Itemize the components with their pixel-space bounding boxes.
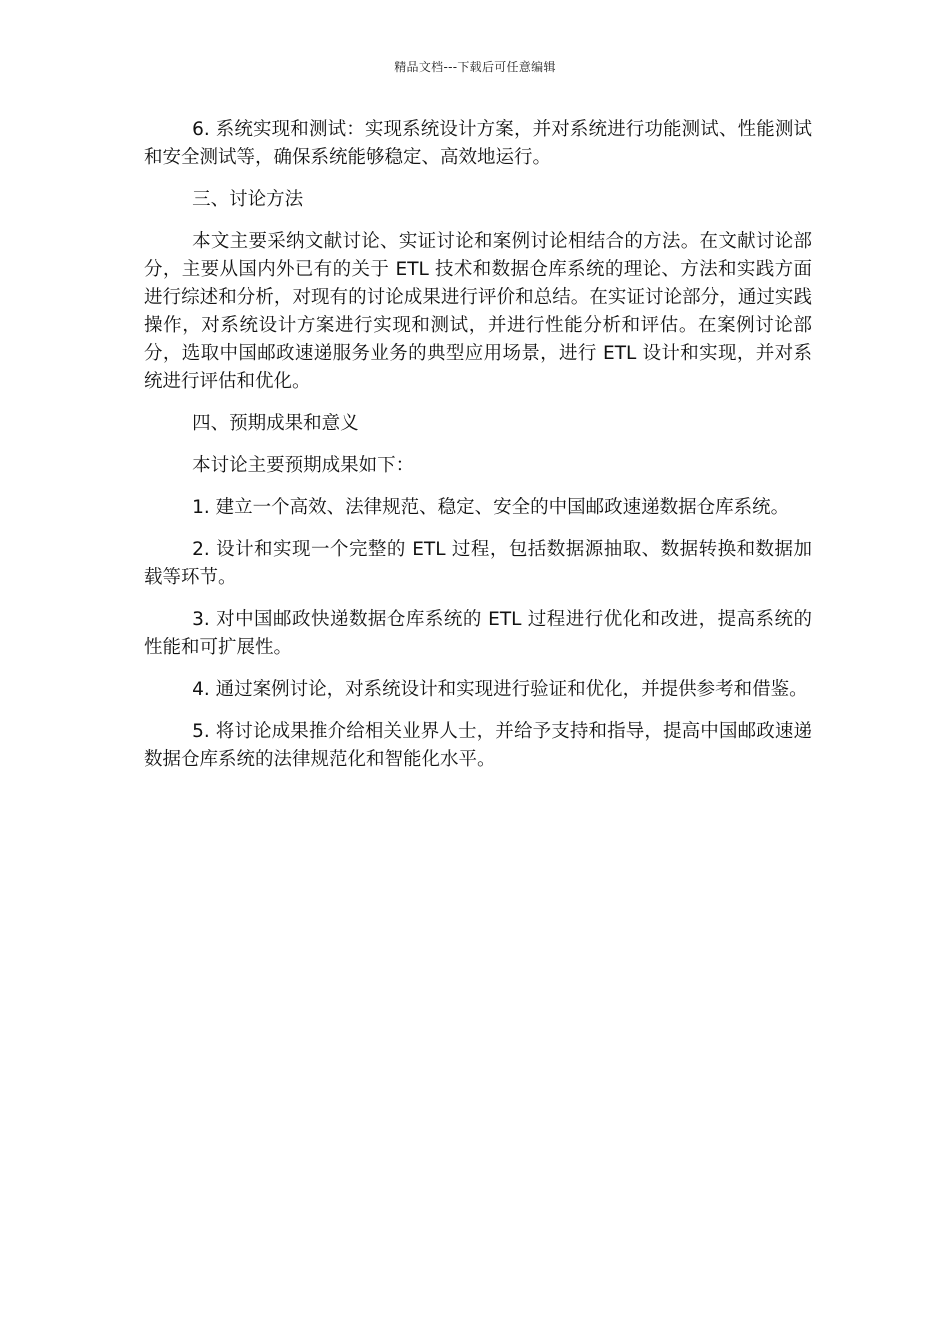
list-item-result-3: 3. 对中国邮政快递数据仓库系统的 ETL 过程进行优化和改进，提高系统的性能和可扩展性。 bbox=[144, 609, 812, 658]
list-item-result-5: 5. 将讨论成果推介给相关业界人士，并给予支持和指导，提高中国邮政速递数据仓库系统的法律规范化和智能化水平。 bbox=[144, 721, 812, 770]
list-item-result-4: 4. 通过案例讨论，对系统设计和实现进行验证和优化，并提供参考和借鉴。 bbox=[192, 679, 808, 700]
paragraph-item-6-implementation: 6. 系统实现和测试：实现系统设计方案，并对系统进行功能测试、性能测试和安全测试等，确保系统能够稳定、高效地运行。 bbox=[144, 119, 812, 168]
section-heading-methods: 三、讨论方法 bbox=[192, 189, 304, 210]
page-header: 精品文档---下载后可任意编辑 bbox=[394, 60, 556, 74]
paragraph-results-intro: 本讨论主要预期成果如下： bbox=[192, 455, 415, 476]
paragraph-methods: 本文主要采纳文献讨论、实证讨论和案例讨论相结合的方法。在文献讨论部分，主要从国内外已有的关于 ETL 技术和数据仓库系统的理论、方法和实践方面进行综述和分析，对现有的讨论成果进行评价和总结。在实证讨论部分，通过实践操作，对系统设计方案进行实现和测试，并进行性能分析和评估。在案例讨论部分，选取中国邮政速递服务业务的典型应用场景，进行 ETL 设计和实现，并对系统进行评估和优化。 bbox=[144, 231, 812, 392]
list-item-result-1: 1. 建立一个高效、法律规范、稳定、安全的中国邮政速递数据仓库系统。 bbox=[192, 497, 790, 518]
document-body bbox=[144, 116, 812, 788]
list-item-result-2: 2. 设计和实现一个完整的 ETL 过程，包括数据源抽取、数据转换和数据加载等环节。 bbox=[144, 539, 812, 588]
section-heading-expected-results: 四、预期成果和意义 bbox=[192, 413, 359, 434]
